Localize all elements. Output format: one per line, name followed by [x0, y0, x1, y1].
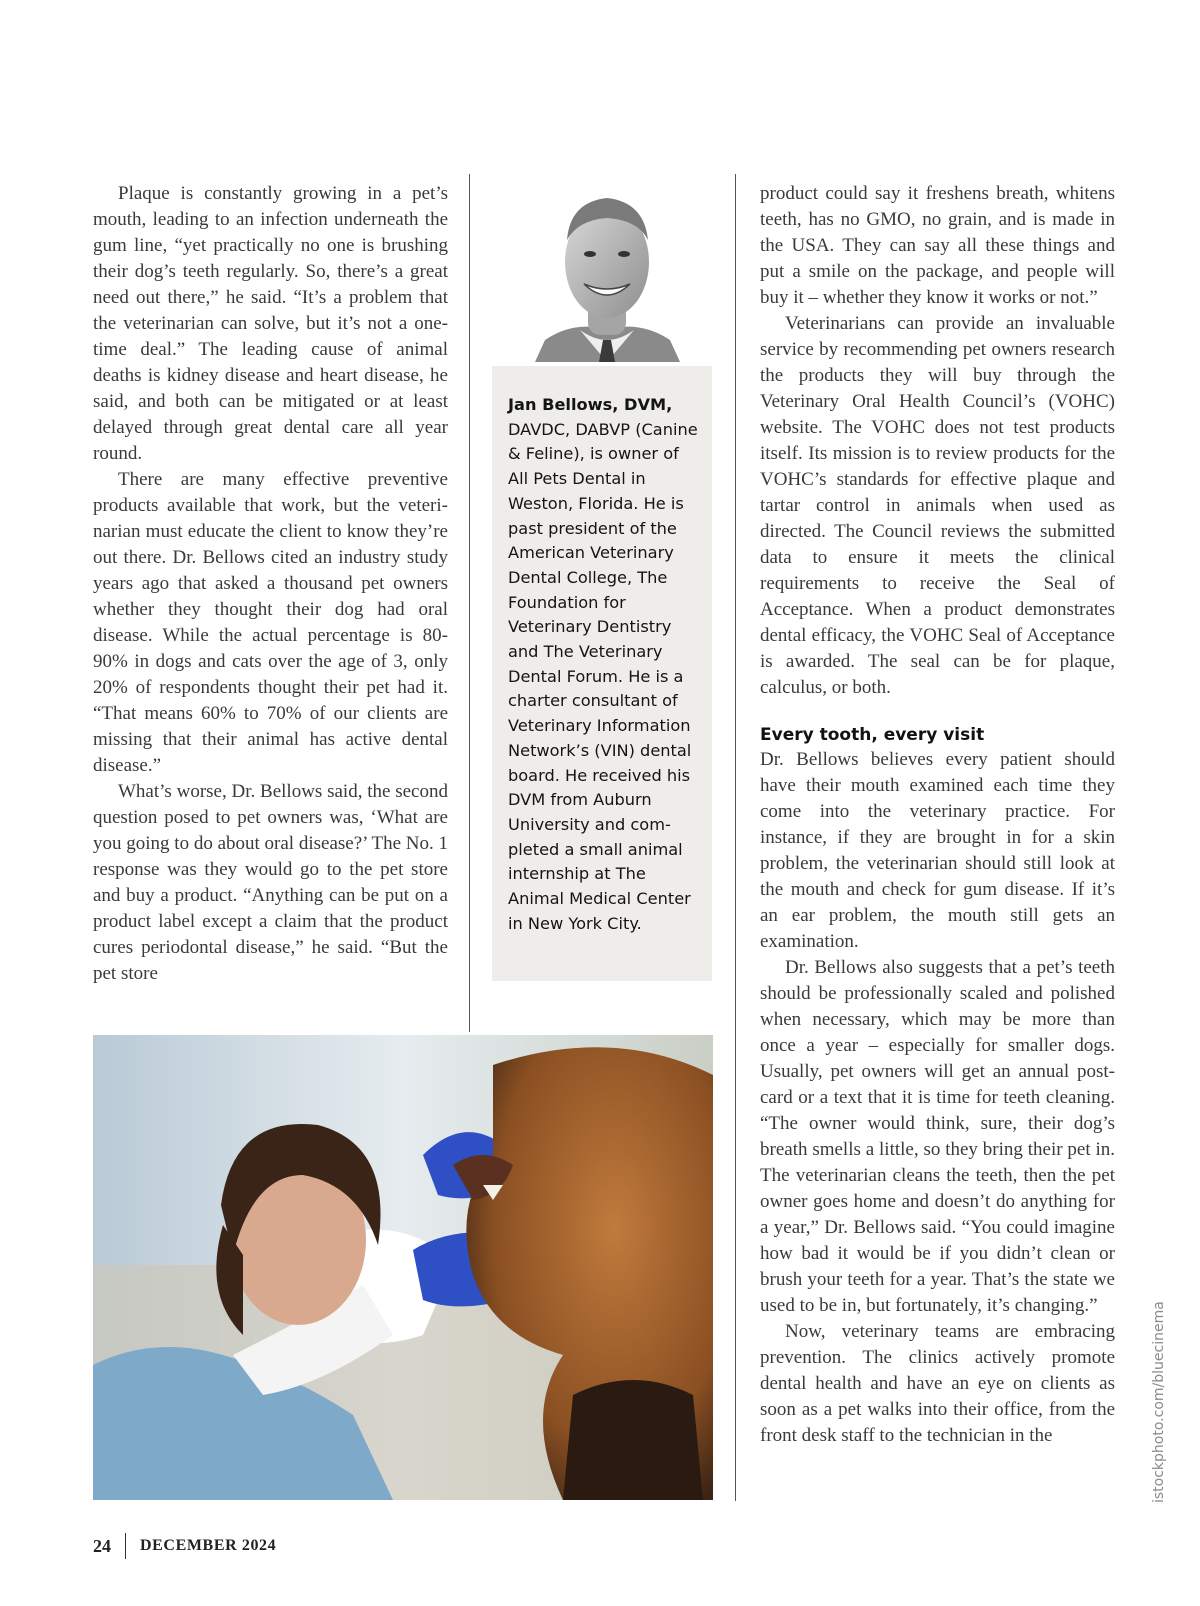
footer-divider	[125, 1533, 126, 1559]
paragraph: What’s worse, Dr. Bellows said, the second question posed to pet owners was, ‘What are you going to do about oral disease?’ The No. 1 response was they would go to the pet store and buy a product. “Anything can be put on a product label except a claim that the product cures periodontal disease,” he said. “But the pet store	[93, 781, 448, 984]
column-divider	[735, 174, 736, 1501]
author-bio-box	[492, 366, 712, 981]
vet-examining-dog-photo	[93, 1035, 713, 1500]
article-column-right	[760, 181, 1115, 1449]
paragraph: Plaque is constantly growing in a pet’s mouth, leading to an infection underneath the gum line, “yet practically no one is brushing their dog’s teeth regularly. So, there’s a great need out there,” he said. “It’s a problem that the veterinarian can solve, but it’s not a one-time deal.” The leading cause of animal deaths is kidney disease and heart disease, he said, and both can be mitigated or at least delayed through great dental care all year round.	[93, 183, 448, 464]
headshot-portrait-image	[520, 180, 695, 362]
issue-date: DECEMBER 2024	[140, 1537, 277, 1554]
article-column-left	[93, 181, 448, 987]
paragraph: product could say it freshens breath, whitens teeth, has no GMO, no grain, and is made in the USA. They can say all these things and put a smile on the package, and people will buy it – whether they know it works or not.”	[760, 183, 1115, 308]
page-footer	[93, 1532, 276, 1560]
bio-text: DAVDC, DABVP (Canine & Feline), is owner of All Pets Dental in Weston, Florida. He is past president of the American Veterinary Dental College, The Foundation for Veterinary Dentistry and The Veterinary Dental Forum. He is a charter consultant of Veterinary Information Network’s (VIN) dental board. He received his DVM from Auburn University and completed a small animal internship at The Animal Medical Center in New York City.	[508, 419, 698, 933]
author-headshot	[520, 180, 695, 362]
section-subheading: Every tooth, every visit	[760, 725, 985, 745]
column-divider	[469, 174, 470, 1032]
bio-name: Jan Bellows, DVM,	[508, 395, 673, 414]
vet-dog-image	[93, 1035, 713, 1500]
photo-credit: istockphoto.com/bluecinema	[1151, 1301, 1167, 1503]
paragraph: Veterinarians can provide an invaluable service by recommending pet owners research the products they will buy through the Veterinary Oral Health Council’s (VOHC) website. The VOHC does not test products itself. Its mission is to review products for the VOHC’s standards for effective plaque and tartar control in animals when used as directed. The Council reviews the submitted data to ensure it meets the clinical requirements to receive the Seal of Acceptance. When a product demonstrates dental efficacy, the VOHC Seal of Acceptance is awarded. The seal can be for plaque, calculus, or both.	[760, 313, 1115, 698]
paragraph: Now, veterinary teams are embracing prevention. The clinics actively promote dental health and have an eye on clients as soon as a pet walks into their office, from the front desk staff to the technician in the	[760, 1321, 1115, 1446]
page-number: 24	[93, 1535, 111, 1556]
paragraph: There are many effective preventive products available that work, but the veterinarian must educate the client to know they’re out there. Dr. Bellows cited an industry study years ago that asked a thousand pet owners whether they thought their dog had oral disease. While the actual percentage is 80-90% in dogs and cats over the age of 3, only 20% of respondents thought their pet had it. “That means 60% to 70% of our clients are missing that their animal has active dental disease.”	[93, 469, 448, 776]
paragraph: Dr. Bellows also suggests that a pet’s teeth should be professionally scaled and polished when necessary, which may be more than once a year – especially for smaller dogs. Usually, pet owners will get an annual postcard or a text that it is time for teeth cleaning. “The owner would think, sure, their dog’s breath smells a little, so they bring their pet in. The veterinarian cleans the teeth, then the pet owner goes home and doesn’t do anything for a year,” Dr. Bellows said. “You could imagine how bad it would be if you didn’t clean or brush your teeth for a year. That’s the state we used to be in, but fortunately, it’s changing.”	[760, 957, 1115, 1316]
paragraph: Dr. Bellows believes every patient should have their mouth examined each time they come into the veterinary practice. For instance, if they are brought in for a skin problem, the veterinarian should still look at the mouth and check for gum disease. If it’s an ear problem, the mouth still gets an examination.	[760, 749, 1115, 952]
